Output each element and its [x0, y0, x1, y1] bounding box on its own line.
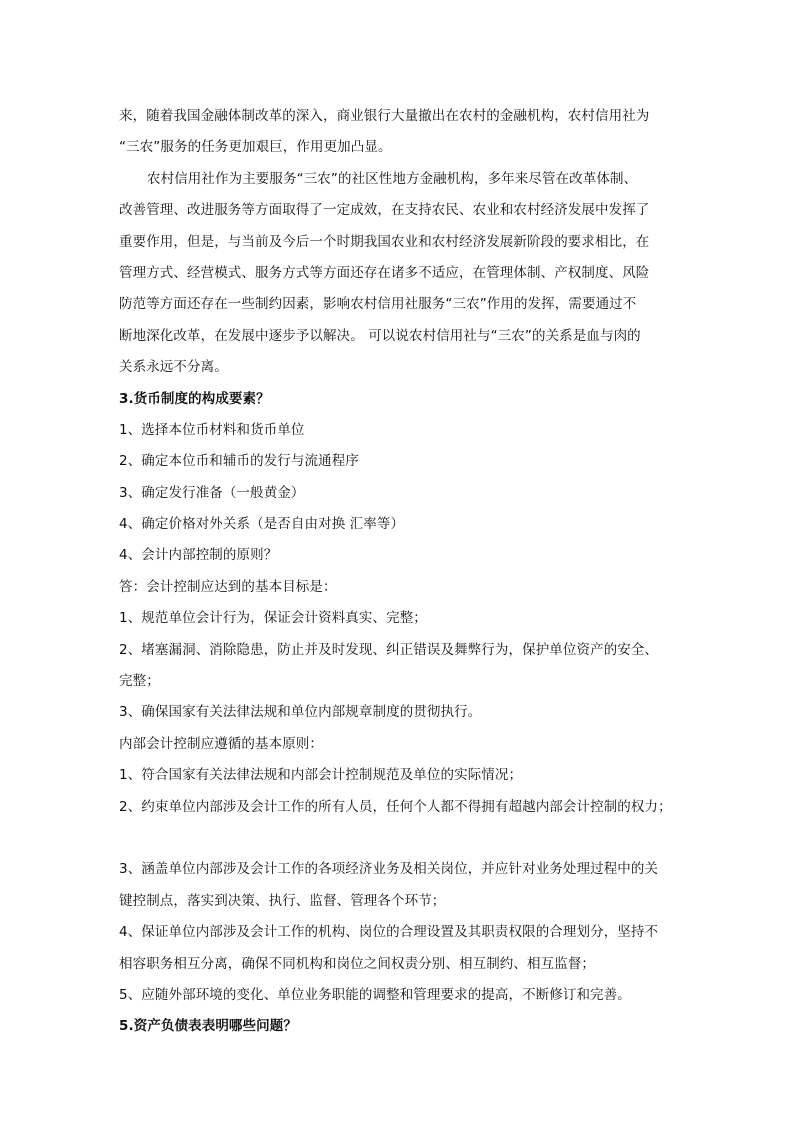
list-item: 2、确定本位币和辅币的发行与流通程序	[119, 453, 359, 470]
list-item: 4、保证单位内部涉及会计工作的机构、岗位的合理设置及其职责权限的合理划分，坚持不	[119, 924, 659, 941]
list-item: 1、符合国家有关法律法规和内部会计控制规范及单位的实际情况；	[119, 767, 523, 784]
paragraph-line: 改善管理、改进服务等方面取得了一定成效，在支持农民、农业和农村经济发展中发挥了	[119, 202, 650, 219]
list-item: 2、约束单位内部涉及会计工作的所有人员，任何个人都不得拥有超越内部会计控制的权力；	[119, 798, 672, 815]
list-item: 3、确定发行准备（一般黄金）	[119, 484, 305, 501]
list-item: 3、涵盖单位内部涉及会计工作的各项经济业务及相关岗位，并应针对业务处理过程中的关	[119, 861, 659, 878]
list-item: 2、堵塞漏洞、消除隐患，防止并及时发现、纠正错误及舞弊行为，保护单位资产的安全、	[119, 641, 659, 658]
subsection-intro: 内部会计控制应遵循的基本原则：	[119, 735, 323, 752]
list-item-continuation: 完整；	[119, 673, 160, 690]
blank-line	[119, 823, 684, 854]
paragraph-line: 断地深化改革，在发展中逐步予以解决。 可以说农村信用社与“三农”的关系是血与肉的	[119, 327, 641, 344]
list-item: 5、应随外部环境的变化、单位业务职能的调整和管理要求的提高，不断修订和完善。	[119, 986, 631, 1003]
list-item: 1、规范单位会计行为，保证会计资料真实、完整；	[119, 610, 427, 627]
list-item: 3、确保国家有关法律法规和单位内部规章制度的贯彻执行。	[119, 704, 482, 721]
section-heading: 5.资产负债表表明哪些问题？	[119, 1018, 297, 1035]
list-item-continuation: 键控制点，落实到决策、执行、监督、管理各个环节；	[119, 892, 446, 909]
paragraph-line: 来，随着我国金融体制改革的深入，商业银行大量撤出在农村的金融机构，农村信用社为	[119, 108, 650, 124]
paragraph-line: “三农”服务的任务更加艰巨，作用更加凸显。	[119, 139, 392, 156]
answer-intro: 答：会计控制应达到的基本目标是：	[119, 578, 337, 595]
list-item: 1、选择本位币材料和货币单位	[119, 421, 305, 438]
list-item-continuation: 相容职务相互分离，确保不同机构和岗位之间权责分别、相互制约、相互监督；	[119, 955, 595, 972]
paragraph-line: 关系永远不分离。	[119, 359, 228, 376]
paragraph-line: 重要作用，但是，与当前及今后一个时期我国农业和农村经济发展新阶段的要求相比，在	[119, 233, 650, 250]
document-body	[119, 101, 684, 1043]
list-item: 4、确定价格对外关系（是否自由对换 汇率等）	[119, 516, 405, 533]
paragraph-line: 防范等方面还存在一些制约因素，影响农村信用社服务“三农”作用的发挥，需要通过不	[119, 296, 637, 313]
paragraph-line: 管理方式、经营模式、服务方式等方面还存在诸多不适应，在管理体制、产权制度、风险	[119, 264, 650, 281]
section-heading: 3.货币制度的构成要素？	[119, 390, 270, 407]
section-heading: 4、会计内部控制的原则？	[119, 547, 278, 564]
paragraph-line: 农村信用社作为主要服务“三农”的社区性地方金融机构，多年来尽管在改革体制、	[147, 170, 638, 187]
